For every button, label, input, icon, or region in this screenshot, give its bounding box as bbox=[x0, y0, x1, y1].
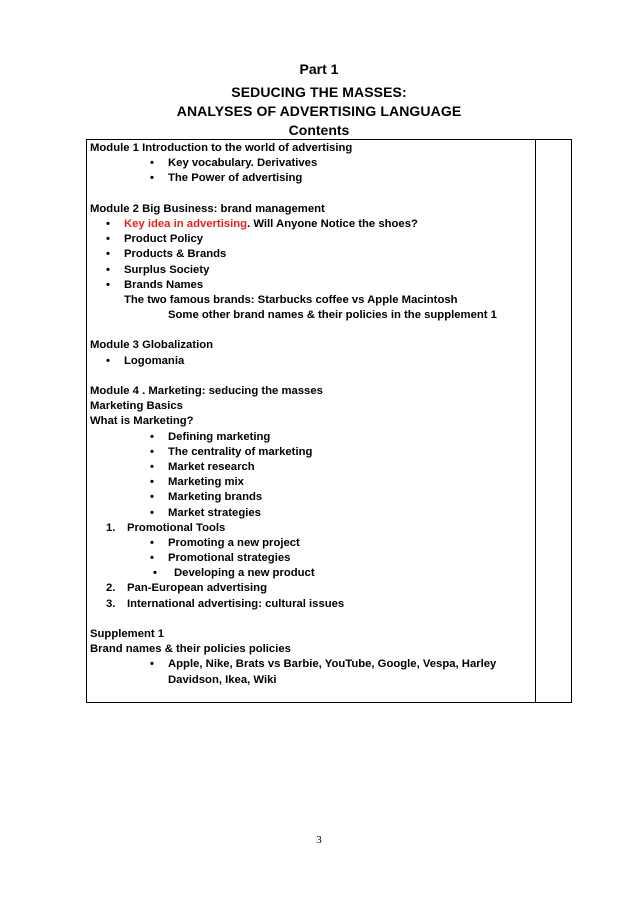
module-3-title: Module 3 Globalization bbox=[90, 339, 214, 352]
module-4-title: Module 4 . Marketing: seducing the masses bbox=[90, 385, 323, 398]
list-item: • Market strategies bbox=[90, 506, 532, 521]
page-number: 3 bbox=[316, 834, 322, 846]
list-item: • Developing a new product bbox=[90, 566, 532, 581]
numbered-item bbox=[90, 521, 532, 536]
item-number: 1. bbox=[106, 521, 116, 534]
list-item: • Market research bbox=[90, 460, 532, 475]
item-number: 2. bbox=[106, 582, 116, 595]
list-item: • Defining marketing bbox=[90, 430, 532, 445]
list-item: • Key vocabulary. Derivatives bbox=[90, 156, 532, 171]
supplement-note: Some other brand names & their policies in the supplement 1 bbox=[168, 309, 497, 322]
contents-heading: Contents bbox=[288, 122, 350, 138]
item-number: 3. bbox=[106, 597, 116, 610]
list-item: • Brands Names bbox=[90, 278, 532, 293]
supplement-title: Supplement 1 bbox=[90, 628, 165, 641]
list-item: • Surplus Society bbox=[90, 263, 532, 278]
key-idea-highlight: Key idea in advertising bbox=[124, 217, 248, 230]
numbered-item bbox=[90, 581, 532, 596]
list-item: • Promoting a new project bbox=[90, 536, 532, 551]
item-label: Promotional Tools bbox=[127, 521, 226, 534]
list-item: • The centrality of marketing bbox=[90, 445, 532, 460]
module-2-title: Module 2 Big Business: brand management bbox=[90, 202, 325, 215]
contents-table bbox=[86, 139, 572, 703]
list-item: • Promotional strategies bbox=[90, 551, 532, 566]
title-line-1: SEDUCING THE MASSES: bbox=[231, 84, 407, 100]
list-item: • Products & Brands bbox=[90, 247, 532, 262]
list-item bbox=[90, 217, 532, 232]
item-label: International advertising: cultural issues bbox=[127, 597, 345, 610]
module-1-title: Module 1 Introduction to the world of advertising bbox=[90, 142, 353, 154]
what-is-marketing: What is Marketing? bbox=[90, 415, 194, 428]
supplement-subtitle: Brand names & their policies policies bbox=[90, 643, 291, 656]
key-idea-rest: . Will Anyone Notice the shoes? bbox=[247, 217, 418, 230]
item-label: Pan-European advertising bbox=[127, 582, 267, 595]
list-item: • Apple, Nike, Brats vs Barbie, YouTube, Google, Vespa, Harley Davidson, Ikea, Wiki bbox=[90, 657, 532, 687]
title-line-2: ANALYSES OF ADVERTISING LANGUAGE bbox=[176, 103, 462, 119]
part-heading: Part 1 bbox=[299, 61, 339, 77]
list-item: • Logomania bbox=[90, 354, 532, 369]
page-number-column bbox=[536, 140, 572, 703]
numbered-item bbox=[90, 597, 532, 612]
list-item: • Marketing mix bbox=[90, 475, 532, 490]
famous-brands-line: The two famous brands: Starbucks coffee vs Apple Macintosh bbox=[124, 293, 458, 306]
list-item: • Marketing brands bbox=[90, 490, 532, 505]
list-item: • The Power of advertising bbox=[90, 171, 532, 186]
marketing-basics: Marketing Basics bbox=[90, 400, 183, 413]
list-item: • Product Policy bbox=[90, 232, 532, 247]
contents-cell bbox=[87, 140, 536, 703]
